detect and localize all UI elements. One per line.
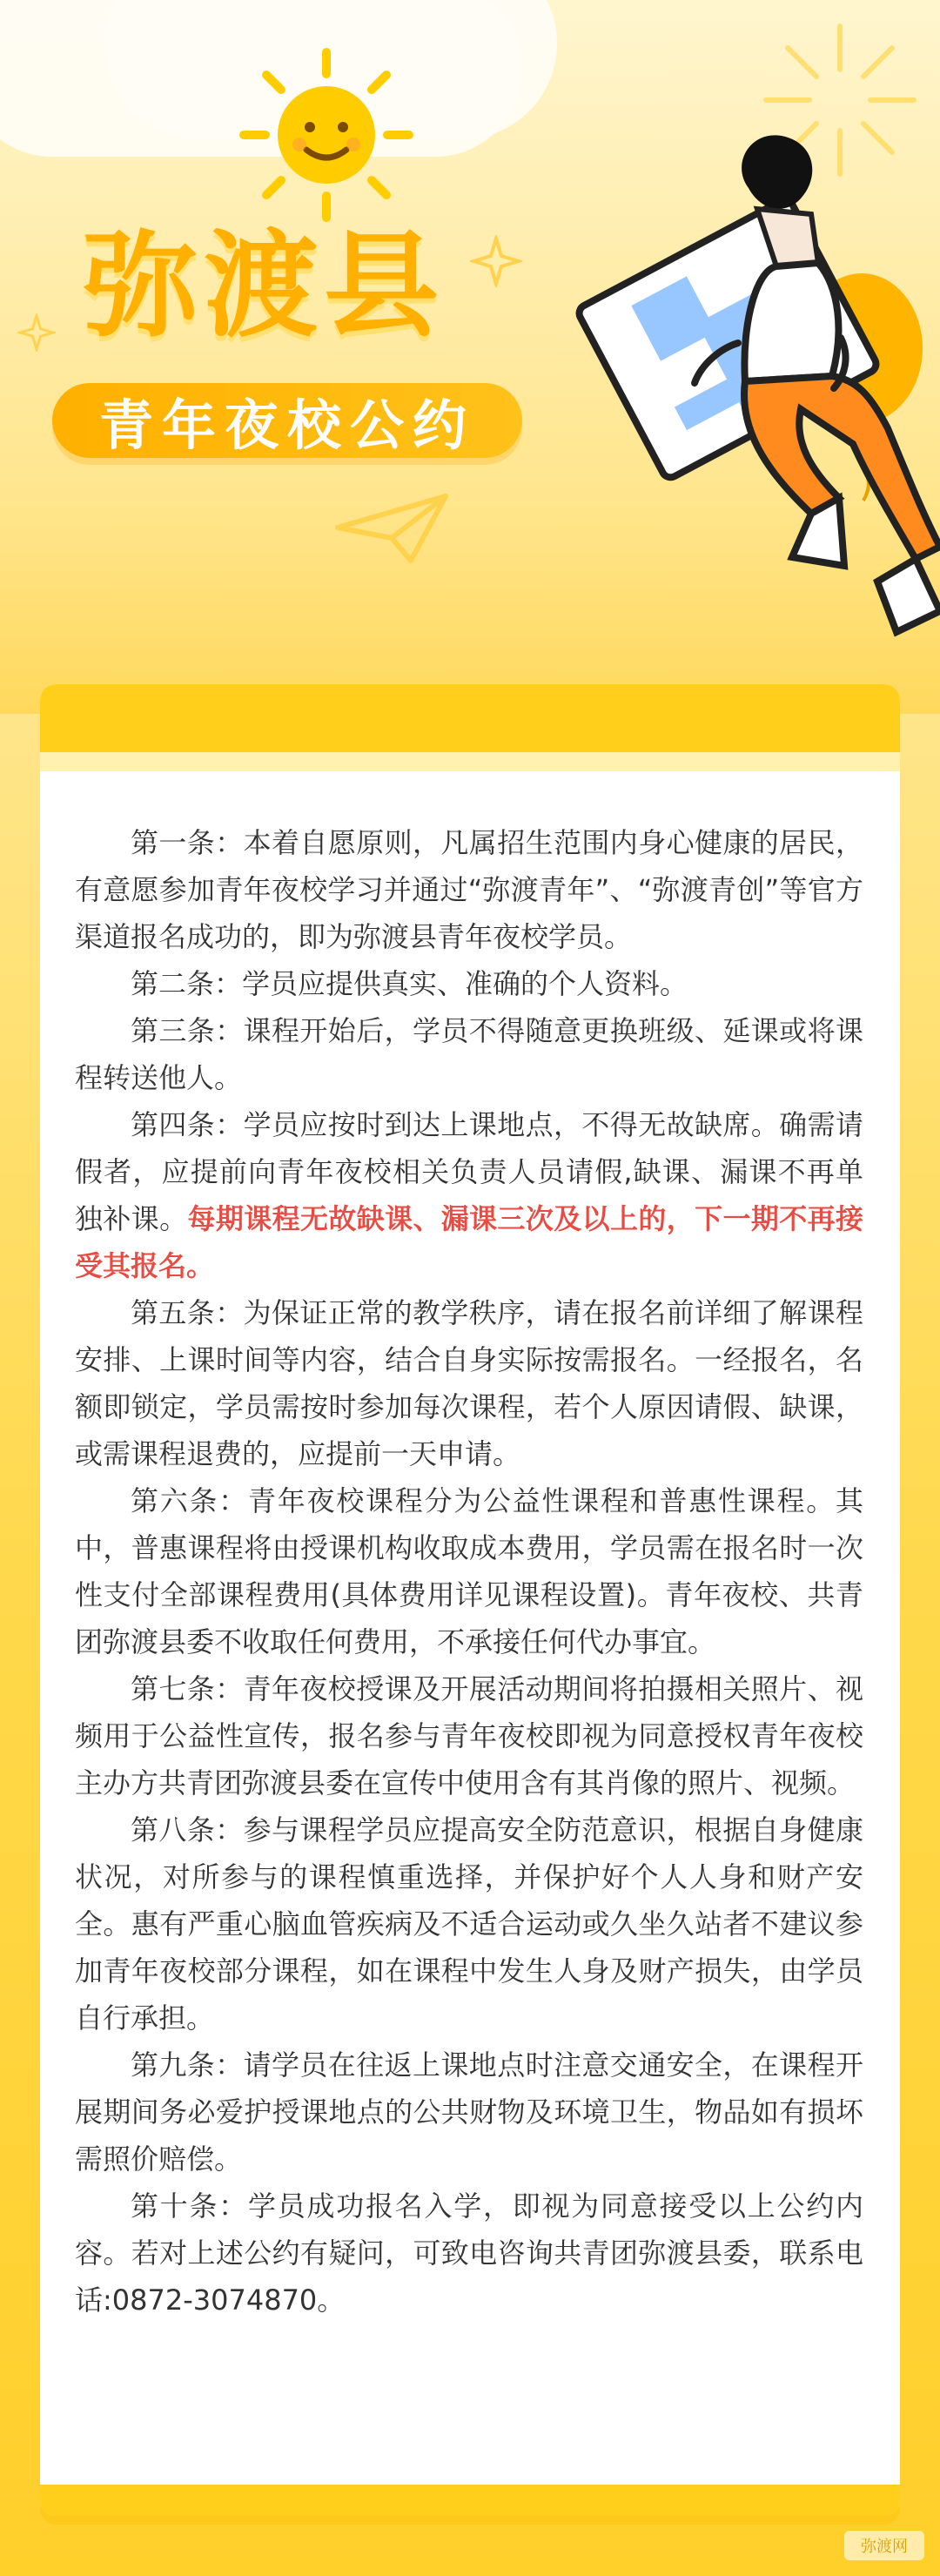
rule-paragraph-3: 第三条：课程开始后，学员不得随意更换班级、延课或将课程转送他人。 bbox=[75, 1014, 863, 1094]
rule-paragraph-10: 第十条：学员成功报名入学，即视为同意接受以上公约内容。若对上述公约有疑问，可致电咨询共青团弥渡县委，联系电话:0872-3074870。 bbox=[75, 2189, 863, 2317]
rule-paragraph-5: 第五条：为保证正常的教学秩序，请在报名前详细了解课程安排、上课时间等内容，结合自身实际按需报名。一经报名，名额即锁定，学员需按时参加每次课程，若个人原因请假、缺课，或需课程退费的，应提前一天申请。 bbox=[75, 1296, 863, 1470]
card-top-band bbox=[40, 684, 900, 752]
rule-paragraph-2: 第二条：学员应提供真实、准确的个人资料。 bbox=[131, 967, 688, 1000]
page-title: 弥渡县 bbox=[84, 219, 444, 353]
card-top-band-light bbox=[40, 752, 900, 771]
student-illustration bbox=[487, 104, 940, 714]
rule-paragraph-4 bbox=[75, 1101, 863, 1289]
rules-content bbox=[75, 819, 863, 2324]
paper-plane-icon bbox=[331, 488, 453, 566]
sparkle-icon bbox=[17, 313, 56, 352]
rule-paragraph-4-highlight: 每期课程无故缺课、漏课三次及以上的，下一期不再接受其报名。 bbox=[75, 1202, 863, 1282]
rule-paragraph-6: 第六条：青年夜校课程分为公益性课程和普惠性课程。其中，普惠课程将由授课机构收取成本费用，学员需在报名时一次性支付全部课程费用(具体费用详见课程设置)。青年夜校、共青团弥渡县委不收取任何费用，不承接任何代办事宜。 bbox=[75, 1484, 863, 1658]
card-bottom-band bbox=[40, 2485, 900, 2516]
rule-paragraph-9: 第九条：请学员在往返上课地点时注意交通安全，在课程开展期间务必爱护授课地点的公共财物及环境卫生，物品如有损坏需照价赔偿。 bbox=[75, 2048, 863, 2176]
subtitle-pill: 青年夜校公约 bbox=[52, 383, 522, 458]
rule-paragraph-7: 第七条：青年夜校授课及开展活动期间将拍摄相关照片、视频用于公益性宣传，报名参与青年夜校即视为同意授权青年夜校主办方共青团弥渡县委在宣传中使用含有其肖像的照片、视频。 bbox=[75, 1672, 863, 1799]
content-card bbox=[40, 684, 900, 2516]
watermark: 弥渡网 bbox=[844, 2531, 924, 2560]
rule-paragraph-4-text: 第四条：学员应按时到达上课地点，不得无故缺席。确需请假者，应提前向青年夜校相关负责人员请假,缺课、漏课不再单独补课。 bbox=[75, 1108, 863, 1235]
hero-banner bbox=[0, 0, 940, 714]
rule-paragraph-8: 第八条：参与课程学员应提高安全防范意识，根据自身健康状况，对所参与的课程慎重选择，并保护好个人人身和财产安全。惠有严重心脑血管疾病及不适合运动或久坐久站者不建议参加青年夜校部分课程，如在课程中发生人身及财产损失，由学员自行承担。 bbox=[75, 1813, 863, 2035]
rule-paragraph-1: 第一条：本着自愿原则，凡属招生范围内身心健康的居民，有意愿参加青年夜校学习并通过“弥渡青年”、“弥渡青创”等官方渠道报名成功的，即为弥渡县青年夜校学员。 bbox=[75, 826, 863, 953]
